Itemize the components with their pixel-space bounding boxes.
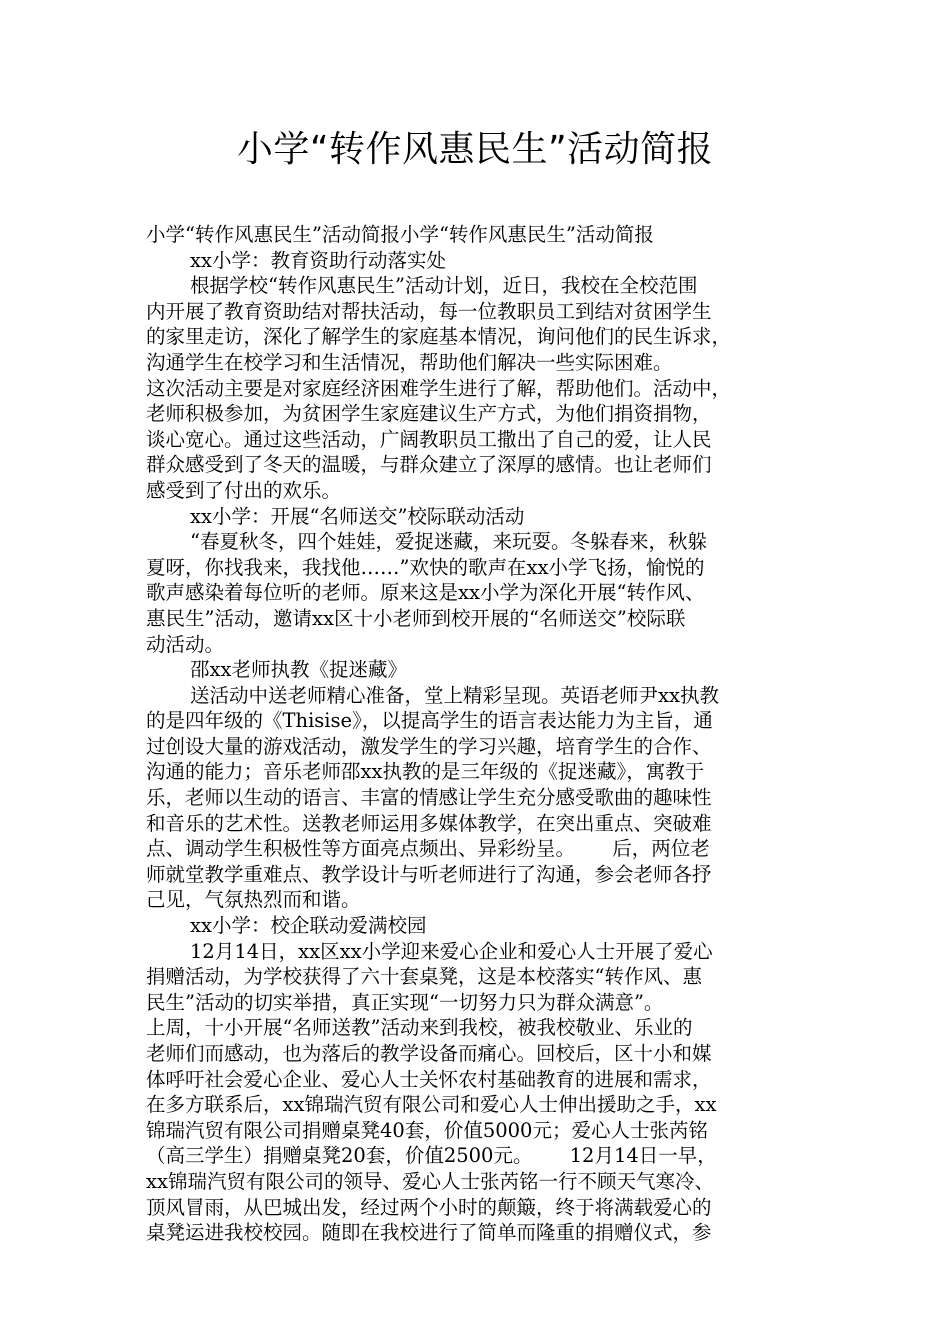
paragraph-line: xx锦瑞汽贸有限公司的领导、爱心人士张芮铭一行不顾天气寒冷、	[146, 1169, 714, 1193]
document-body	[146, 222, 814, 1246]
paragraph-line: 根据学校“转作风惠民生”活动计划，近日，我校在全校范围	[190, 274, 698, 298]
paragraph-line: 民生”活动的切实举措，真正实现“一切努力只为群众满意”。	[146, 990, 664, 1014]
section-heading: xx小学：开展“名师送交”校际联动活动	[190, 504, 525, 528]
paragraph-line: 乐，老师以生动的语言、丰富的情感让学生充分感受歌曲的趣味性	[146, 786, 712, 810]
paragraph-line: 沟通学生在校学习和生活情况，帮助他们解决一些实际困难。	[146, 350, 673, 374]
paragraph-line: 谈心宽心。通过这些活动，广阔教职员工撒出了自己的爱，让人民	[146, 427, 712, 451]
paragraph-line: “春夏秋冬，四个娃娃，爱捉迷藏，来玩耍。冬躲春来，秋躲	[190, 530, 707, 554]
paragraph-line: 群众感受到了冬天的温暖，与群众建立了深厚的感情。也让老师们	[146, 453, 712, 477]
paragraph-line: 师就堂教学重难点、教学设计与听老师进行了沟通，参会老师各抒	[146, 862, 712, 886]
section-heading: 邵xx老师执教《捉迷藏》	[190, 658, 407, 682]
paragraph-line: 夏呀，你找我来，我找他……”欢快的歌声在xx小学飞扬，愉悦的	[146, 555, 705, 579]
paragraph-line: 在多方联系后，xx锦瑞汽贸有限公司和爱心人士伸出援助之手，xx	[146, 1093, 717, 1117]
section-heading: xx小学：校企联动爱满校园	[190, 914, 427, 938]
paragraph-line: 上周，十小开展“名师送教”活动来到我校，被我校敬业、乐业的	[146, 1016, 693, 1040]
paragraph-line: 老师们而感动，也为落后的教学设备而痛心。回校后，区十小和媒	[146, 1042, 712, 1065]
paragraph-line: 点、调动学生积极性等方面亮点频出、异彩纷呈。 后，两位老	[146, 837, 710, 861]
paragraph-line: 惠民生”活动，邀请xx区十小老师到校开展的“名师送交”校际联	[146, 606, 686, 630]
paragraph-line: 体呼吁社会爱心企业、爱心人士关怀农村基础教育的进展和需求，	[146, 1067, 712, 1091]
paragraph-line: 顶风冒雨，从巴城出发，经过两个小时的颠簸，终于将满载爱心的	[146, 1195, 712, 1219]
paragraph-line: 送活动中送老师精心准备，堂上精彩呈现。英语老师尹xx执教	[190, 683, 719, 707]
paragraph-line: 锦瑞汽贸有限公司捐赠桌凳40套，价值5000元；爱心人士张芮铭	[146, 1118, 708, 1142]
paragraph-line: 动活动。	[146, 632, 225, 656]
paragraph-line: 的是四年级的《Thisise》，以提高学生的语言表达能力为主旨，通	[146, 709, 713, 733]
paragraph-line: 沟通的能力；音乐老师邵xx执教的是三年级的《捉迷藏》，寓教于	[146, 760, 705, 784]
paragraph-line: 己见，气氛热烈而和谐。	[146, 888, 361, 912]
paragraph-line: 的家里走访，深化了解学生的家庭基本情况，询问他们的民生诉求，	[146, 325, 732, 349]
paragraph-line: 内开展了教育资助结对帮扶活动，每一位教职员工到结对贫困学生	[146, 299, 712, 323]
paragraph-line: 捐赠活动，为学校获得了六十套桌凳，这是本校落实“转作风、惠	[146, 965, 702, 989]
paragraph-line: 感受到了付出的欢乐。	[146, 478, 342, 502]
paragraph-line: （高三学生）捐赠桌凳20套，价值2500元。 12月14日一早，	[146, 1144, 717, 1168]
paragraph-line: 歌声感染着每位听的老师。原来这是xx小学为深化开展“转作风、	[146, 581, 705, 605]
paragraph-line: 这次活动主要是对家庭经济困难学生进行了解，帮助他们。活动中，	[146, 376, 732, 400]
paragraph-line: 桌凳运进我校校园。随即在我校进行了简单而隆重的捐赠仪式，参	[146, 1221, 712, 1245]
paragraph-line: 老师积极参加，为贫困学生家庭建议生产方式，为他们捐资捐物，	[146, 402, 712, 426]
paragraph-line: 和音乐的艺术性。送教老师运用多媒体教学，在突出重点、突破难	[146, 811, 712, 835]
paragraph-line: 过创设大量的游戏活动，激发学生的学习兴趣，培育学生的合作、	[146, 734, 712, 758]
paragraph-line: 12月14日，xx区xx小学迎来爱心企业和爱心人士开展了爱心	[190, 939, 713, 963]
intro-line: 小学“转作风惠民生”活动简报小学“转作风惠民生”活动简报	[146, 223, 654, 246]
document-title: 小学“转作风惠民生”活动简报	[236, 129, 714, 170]
section-heading: xx小学：教育资助行动落实处	[190, 248, 446, 272]
